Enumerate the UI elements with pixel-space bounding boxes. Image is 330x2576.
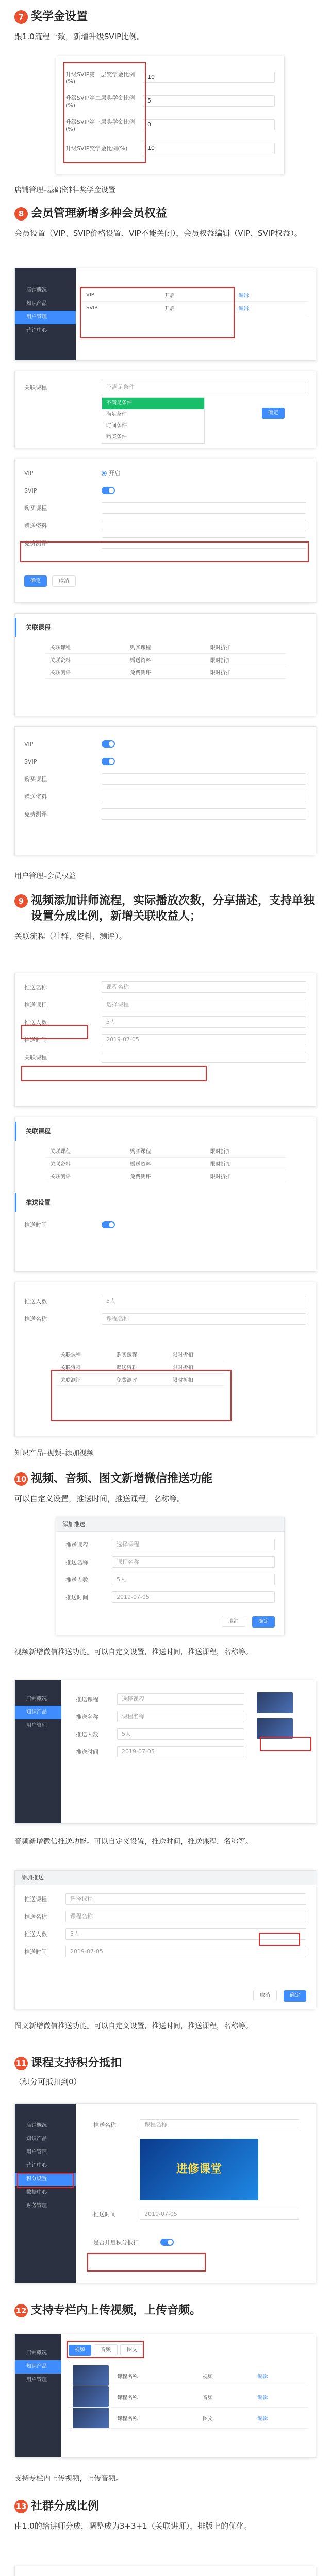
member-settings-screenshot: [14, 268, 316, 361]
section-9-caption: 知识产品–视频–添加视频: [14, 1449, 94, 1458]
name-input[interactable]: 课程名称: [117, 1711, 244, 1722]
section-10-title: 10 视频、音频、图文新增微信推送功能: [14, 1471, 316, 1487]
course-thumbnail: [73, 2386, 109, 2407]
number-badge: 10: [14, 1472, 28, 1486]
highlight-box: [63, 62, 146, 163]
section-8-title: 8 会员管理新增多种会员权益: [14, 206, 316, 222]
sidebar-item[interactable]: 店铺概况: [26, 287, 47, 293]
cancel-button[interactable]: 取消: [253, 1990, 277, 2001]
table-row: 关联测评 免费测评 限时折扣: [46, 666, 286, 678]
sidebar-item[interactable]: 营销中心: [26, 2163, 47, 2168]
section-11: [14, 2056, 316, 2089]
name-input[interactable]: 课程名称: [140, 2119, 299, 2130]
text-push-screenshot: 添加推送 推送课程 选择课程 推送名称 课程名称 推送人数 5人 推送时间 2019-07-05 取消 确定: [14, 1870, 316, 2009]
table-row: 课程名称 图文 编辑: [69, 2408, 308, 2429]
count-input[interactable]: 5人: [117, 1728, 244, 1740]
column-content-table: [69, 2365, 308, 2429]
sidebar-item[interactable]: 知识产品: [26, 301, 47, 307]
highlight-box: [260, 1737, 311, 1751]
points-deduction-screenshot: 店铺概况 知识产品 用户管理 营销中心 积分设置 数据中心 财务管理 推送名称 课程名称 进修课堂 推送时间 2019-07-05 是否开启积分抵扣: [14, 2103, 316, 2283]
table-row: 关联资料 赠送资料 限时折扣: [46, 653, 286, 666]
scholarship-row: 升级SVIP第二层奖学金比例(%) 5: [56, 89, 284, 113]
dropdown-option[interactable]: 时间条件: [106, 423, 127, 429]
section-10: [14, 1471, 316, 1505]
dropdown-option[interactable]: 购买条件: [106, 434, 127, 440]
table-row: SVIP 开启 编辑: [82, 301, 308, 314]
video-push-dialog-screenshot: 添加推送 推送课程 选择课程 推送名称 课程名称 推送人数 5人 推送时间 2019-07-05 取消 确定: [56, 1517, 285, 1635]
section-7-caption: 店铺管理–基础资料–奖学金设置: [14, 186, 116, 194]
table-row: 关联课程 购买课程 限时折扣: [46, 641, 286, 653]
block-title: 关联课程: [15, 618, 316, 637]
highlight-box: [21, 1066, 207, 1081]
sidebar-item[interactable]: 知识产品: [15, 1706, 61, 1719]
table-row: 关联课程 购买课程 限时折扣: [46, 1145, 286, 1157]
scholarship-input[interactable]: 0: [143, 119, 275, 130]
course-thumbnail: [257, 1718, 293, 1739]
scholarship-row: 升级SVIP奖学金比例(%) 10: [56, 137, 284, 160]
scholarship-input[interactable]: 10: [143, 143, 275, 154]
condition-select[interactable]: 不满足条件: [102, 382, 306, 393]
text-input[interactable]: 2019-07-05: [102, 1034, 306, 1045]
sidebar: [15, 2334, 61, 2457]
radio[interactable]: [102, 471, 107, 476]
table-row: 课程名称 音频 编辑: [69, 2386, 308, 2408]
sidebar-item[interactable]: 用户管理: [26, 1723, 47, 1728]
highlight-box: [21, 1025, 88, 1039]
text-input[interactable]: [102, 808, 306, 820]
community-share-screenshot: [14, 2566, 316, 2576]
course-banner: 进修课堂: [140, 2139, 258, 2200]
text-input[interactable]: [102, 1052, 306, 1063]
sidebar-item[interactable]: 用户管理: [26, 2149, 47, 2155]
text-push-caption: 图文新增微信推送功能。可以自定义设置，推送时间，推送课程，名称等。: [14, 2022, 253, 2030]
related-table: [46, 1145, 286, 1182]
tab-text[interactable]: 图文: [120, 2344, 144, 2355]
sidebar-item[interactable]: 店铺概况: [26, 2123, 47, 2128]
text-input[interactable]: [102, 791, 306, 802]
dropdown-menu: [102, 397, 205, 444]
section-8-desc: 会员设置（VIP、SVIP价格设置、VIP不能关闭），会员权益编辑（VIP、SVIP权益）。: [14, 229, 302, 238]
section-9-title: 9 视频添加讲师流程，实际播放次数，分享描述，支持单独设置分成比例，新增关联收益人；: [14, 893, 316, 924]
section-8-caption: 用户管理–会员权益: [14, 872, 76, 880]
scholarship-settings-screenshot: [56, 56, 285, 174]
sidebar-item[interactable]: 财务管理: [26, 2203, 47, 2209]
sidebar: [15, 268, 76, 360]
number-badge: 12: [14, 2304, 28, 2317]
condition-dropdown-screenshot: 关联课程 不满足条件 不满足条件 满足条件 时间条件 购买条件 确定: [14, 371, 316, 448]
name-input[interactable]: 课程名称: [65, 1911, 306, 1922]
text-input[interactable]: 选择课程: [102, 999, 306, 1010]
section-11-desc: （积分可抵扣到0）: [14, 2077, 81, 2087]
table-row: 关联资料 赠送资料 限时折扣: [46, 1157, 286, 1170]
sidebar-item[interactable]: 知识产品: [26, 2136, 47, 2142]
highlight-box: [17, 2173, 74, 2188]
sidebar-item[interactable]: 积分设置: [15, 2173, 76, 2186]
confirm-button[interactable]: 确定: [262, 408, 285, 419]
scholarship-row: 升级SVIP第一层奖学金比例(%) 10: [56, 65, 284, 89]
audio-push-screenshot: 店铺概况 知识产品 用户管理 推送课程 选择课程 推送名称 课程名称 推送人数 5人 推送时间 2019-07-05: [14, 1680, 316, 1824]
text-input[interactable]: 5人: [102, 1296, 306, 1307]
member-form-screenshot: VIP 开启 SVIP 购买课程 赠送资料 免费测评 确定 取消: [14, 459, 316, 603]
section-11-title: 11 课程支持积分抵扣: [14, 2056, 316, 2071]
course-select[interactable]: 选择课程: [112, 1539, 275, 1550]
table-row: 关联课程 购买课程 限时折扣: [56, 1348, 224, 1361]
save-button[interactable]: 确定: [24, 575, 47, 587]
highlight-box: [67, 2341, 144, 2358]
time-input[interactable]: 2019-07-05: [65, 1946, 306, 1957]
text-input[interactable]: [102, 520, 306, 531]
section-10-desc: 可以自定义设置，推送时间，推送课程，名称等。: [14, 1494, 185, 1503]
sidebar-item[interactable]: 用户管理: [15, 311, 76, 324]
highlight-box: [80, 287, 235, 338]
highlight-box: [259, 1933, 300, 1946]
section-12-caption: 支持专栏内上传视频，上传音频。: [14, 2475, 123, 2483]
course-select[interactable]: 选择课程: [117, 1693, 244, 1705]
confirm-button[interactable]: 确定: [252, 1616, 275, 1628]
section-8: [14, 206, 316, 240]
section-13: [14, 2499, 316, 2533]
count-input[interactable]: 5人: [112, 1574, 275, 1585]
section-13-desc: 由1.0的给讲师分成，调整成为3+3+1（关联讲师），排版上的优化。: [14, 2521, 252, 2531]
table-row: VIP 开启 编辑: [82, 289, 308, 301]
course-thumbnail: [73, 2408, 109, 2428]
scholarship-row: 升级SVIP第三层奖学金比例(%) 0: [56, 113, 284, 137]
table-row: 课程名称 视频 编辑: [69, 2365, 308, 2386]
member-switch-screenshot: VIP SVIP 购买课程 赠送资料 免费测评: [14, 726, 316, 855]
related-course-screenshot: 关联课程 关联课程 购买课程 限时折扣 关联资料 赠送资料 限时折扣 关联测评 免费测评 限时折扣 推送设置 推送时间: [14, 1117, 316, 1272]
sidebar-item[interactable]: 店铺概况: [26, 1696, 47, 1702]
number-badge: 13: [14, 2500, 28, 2513]
section-13-title: 13 社群分成比例: [14, 2499, 316, 2514]
highlight-box: [20, 541, 309, 562]
section-9-desc: 关联流程（社群、资料、测评）。: [14, 931, 127, 941]
table-row: 关联资料 赠送资料 限时折扣: [56, 1361, 224, 1373]
video-form-screenshot: 推送名称 课程名称 推送课程 选择课程 推送人数 5人 推送时间 2019-07-05 关联课程: [14, 973, 316, 1107]
text-input[interactable]: [102, 502, 306, 514]
benefits-table: [46, 641, 286, 679]
dropdown-option[interactable]: 不满足条件: [102, 398, 204, 409]
time-input[interactable]: 2019-07-05: [140, 2209, 299, 2220]
number-badge: 9: [14, 894, 28, 908]
name-input[interactable]: 课程名称: [112, 1556, 275, 1568]
sidebar-item[interactable]: 用户管理: [26, 2377, 47, 2383]
sidebar: [15, 1680, 61, 1823]
highlight-box: [51, 1370, 232, 1421]
tab-audio[interactable]: 音频: [94, 2344, 118, 2355]
toggle-switch[interactable]: [102, 487, 115, 494]
sidebar-item[interactable]: 知识产品: [15, 2360, 61, 2374]
text-input[interactable]: 课程名称: [102, 981, 306, 993]
section-9: [14, 893, 316, 943]
video-push-caption: 视频新增微信推送功能。可以自定义设置，推送时间，推送课程，名称等。: [14, 1648, 253, 1656]
toggle-switch[interactable]: [102, 758, 115, 765]
toggle-switch[interactable]: [102, 1221, 115, 1228]
section-12-title: 12 支持专栏内上传视频，上传音频。: [14, 2303, 316, 2318]
dialog-title: 添加推送: [56, 1517, 284, 1532]
scholarship-input[interactable]: 10: [143, 72, 275, 83]
scholarship-input[interactable]: 5: [143, 95, 275, 107]
toggle-switch[interactable]: [102, 740, 115, 748]
table-row: 关联测评 免费测评 限时折扣: [46, 1170, 286, 1182]
dropdown-option[interactable]: 满足条件: [106, 412, 127, 417]
number-badge: 7: [14, 10, 28, 24]
sidebar: [15, 2104, 76, 2283]
sidebar-item[interactable]: 数据中心: [26, 2190, 47, 2195]
sidebar-item[interactable]: 营销中心: [26, 328, 47, 333]
block-title: 关联课程: [15, 1122, 316, 1141]
cancel-button[interactable]: 取消: [222, 1616, 245, 1627]
number-badge: 11: [14, 2057, 28, 2070]
count-input[interactable]: 5人: [65, 1928, 306, 1940]
income-screenshot: 推送人数 5人 推送名称 课程名称 关联课程 购买课程 限时折扣 关联资料 赠送资料 限时折扣 关联测评 免费测评 限时折扣: [14, 1282, 316, 1436]
highlight-box: [87, 2253, 206, 2272]
confirm-button[interactable]: 确定: [284, 1990, 306, 2002]
dialog-title: 添加推送: [15, 1871, 316, 1885]
block-title: 推送设置: [15, 1193, 316, 1212]
benefits-screenshot: [14, 613, 316, 716]
time-input[interactable]: 2019-07-05: [112, 1591, 275, 1603]
text-input[interactable]: [102, 773, 306, 785]
time-input[interactable]: 2019-07-05: [117, 1746, 244, 1757]
number-badge: 8: [14, 207, 28, 221]
section-7-title: 7 奖学金设置: [14, 9, 316, 25]
section-7: [14, 9, 316, 43]
text-input[interactable]: 课程名称: [102, 1313, 306, 1325]
course-thumbnail: [257, 1692, 293, 1713]
section-7-desc: 跟1.0流程一致，新增升级SVIP比例。: [14, 32, 145, 41]
text-input[interactable]: 5人: [102, 1016, 306, 1028]
course-select[interactable]: 选择课程: [65, 1893, 306, 1905]
section-12: [14, 2303, 316, 2318]
points-toggle[interactable]: [160, 2239, 174, 2246]
tab-video[interactable]: 视频: [69, 2345, 91, 2356]
course-thumbnail: [73, 2365, 109, 2386]
sidebar-item[interactable]: 店铺概况: [26, 2350, 47, 2356]
cancel-button[interactable]: 取消: [52, 575, 76, 587]
audio-push-caption: 音频新增微信推送功能。可以自定义设置，推送时间，推送课程，名称等。: [14, 1838, 253, 1846]
table-row: 关联测评 免费测评 限时折扣: [56, 1373, 224, 1385]
column-upload-screenshot: [14, 2334, 316, 2458]
